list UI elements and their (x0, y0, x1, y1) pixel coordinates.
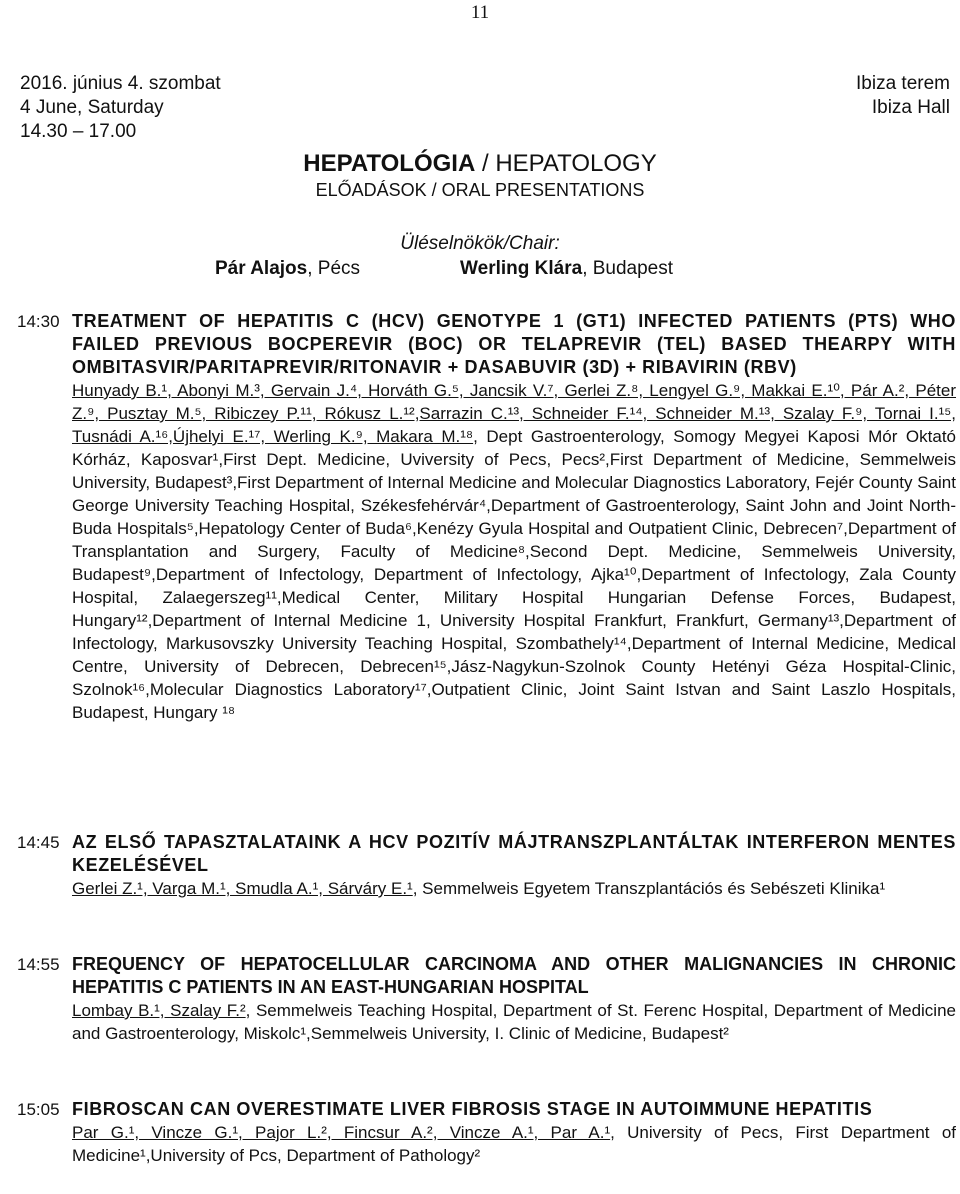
presentation-entry (17, 1098, 957, 1167)
entry-authors: Par G.¹, Vincze G.¹, Pajor L.², Fincsur A.², Vincze A.¹, Par A.¹ (72, 1123, 611, 1142)
entry-authors-affiliation (72, 999, 956, 1045)
room-en: Ibiza Hall (871, 97, 950, 118)
date-hu: 2016. június 4. szombat (20, 73, 221, 94)
session-title-hu: HEPATOLÓGIA (303, 150, 476, 177)
entry-authors-affiliation (72, 1121, 956, 1167)
session-time: 14.30 – 17.00 (20, 121, 137, 142)
session-title (0, 150, 960, 178)
entry-authors: Hunyady B.¹, Abonyi M.³, Gervain J.⁴, Horváth G.⁵, Jancsik V.⁷, Gerlei Z.⁸, Lengyel G.⁹, Makkai E.¹⁰, Pár A.², Péter Z.⁹, Pusztay M.⁵, Ribiczey P.¹¹, Rókusz L.¹²,Sarrazin C.¹³, Schneider F.¹⁴, Schneider M.¹³, Szalay F.⁹, Tornai I.¹⁵, Tusnádi A.¹⁶,Újhelyi E.¹⁷, Werling K.⁹, Makara M.¹⁸ (72, 381, 956, 446)
entry-affiliation: , Semmelweis Egyetem Transzplantációs és Sebészeti Klinika¹ (412, 879, 886, 898)
chairs (215, 258, 673, 280)
entry-authors: Gerlei Z.¹, Varga M.¹, Smudla A.¹, Sárváry E.¹ (72, 879, 413, 898)
entry-time: 14:55 (17, 955, 60, 974)
entry-affiliation: , University of Pecs, First Department of Medicine¹,University of Pcs, Department of Pathology² (72, 1123, 956, 1165)
entry-title: TREATMENT OF HEPATITIS C (HCV) GENOTYPE 1 (GT1) INFECTED PATIENTS (PTS) WHO FAILED PREVIOUS BOCPEREVIR (BOC) OR TELAPREVIR (TEL) BASED THEARPY WITH OMBITASVIR/PARITAPREVIR/RITONAVIR + DASABUVIR (3D) + RIBAVIRIN (RBV) (72, 311, 956, 377)
entry-time: 14:30 (17, 312, 60, 331)
presentation-entry (17, 953, 957, 1045)
entry-authors-affiliation (72, 877, 956, 900)
chair2-city: , Budapest (582, 258, 674, 279)
chair1-city: , Pécs (307, 258, 361, 279)
chair1-name: Pár Alajos (215, 258, 308, 279)
presentation-entry (17, 831, 957, 900)
room-hu: Ibiza terem (856, 73, 950, 94)
entry-time: 15:05 (17, 1100, 60, 1119)
date-en: 4 June, Saturday (20, 97, 164, 118)
entry-affiliation: , Dept Gastroenterology, Somogy Megyei Kaposi Mór Oktató Kórház, Kaposvar¹,First Dept. Medicine, Uviversity of Pecs, Pecs²,First Department of Medicine, Semmelweis University, Budapest³,First Department of Internal Medicine and Molecular Diagnostics Laboratory, Fejér County Saint George University Teaching Hospital, Székesfehérvár⁴,Department of Gastroenterology, Saint John and Joint North-Buda Hospitals⁵,Hepatology Center of Buda⁶,Kenézy Gyula Hospital and Outpatient Clinic, Debrecen⁷,Department of Transplantation and Surgery, Faculty of Medicine⁸,Second Dept. Medicine, Semmelweis University, Budapest⁹,Department of Infectology, Department of Infectology, Ajka¹⁰,Department of Infectology, Zala County Hospital, Zalaegerszeg¹¹,Medical Center, Military Hospital Hungarian Defense Forces, Budapest, Hungary¹²,Department of Internal Medicine 1, University Hospital Frankfurt, Frankfurt, Germany¹³,Department of Infectology, Markusovszky University Teaching Hospital, Szombathely¹⁴,Department of Internal Medicine, Medical Centre, University of Debrecen, Debrecen¹⁵,Jász-Nagykun-Szolnok County Hetényi Géza Hospital-Clinic, Szolnok¹⁶,Molecular Diagnostics Laboratory¹⁷,Outpatient Clinic, Joint Saint Istvan and Saint Laszlo Hospitals, Budapest, Hungary ¹⁸ (72, 427, 957, 722)
session-title-en: / HEPATOLOGY (475, 150, 657, 177)
entry-affiliation: , Semmelweis Teaching Hospital, Department of St. Ferenc Hospital, Department of Medicine and Gastroenterology, Miskolc¹,Semmelweis University, I. Clinic of Medicine, Budapest² (72, 1001, 956, 1043)
session-header (20, 72, 950, 144)
page-number: 11 (470, 2, 490, 23)
entry-authors-affiliation (72, 379, 956, 724)
entry-authors: Lombay B.¹, Szalay F.² (72, 1001, 246, 1020)
presentation-entry (17, 310, 957, 724)
chair2-name: Werling Klára (460, 258, 583, 279)
chair-label: Üléselnökök/Chair: (400, 233, 560, 254)
entry-time: 14:45 (17, 833, 60, 852)
entry-title: FIBROSCAN CAN OVERESTIMATE LIVER FIBROSIS STAGE IN AUTOIMMUNE HEPATITIS (72, 1099, 873, 1119)
session-subtitle: ELŐADÁSOK / ORAL PRESENTATIONS (315, 180, 645, 200)
entry-title: FREQUENCY OF HEPATOCELLULAR CARCINOMA AND OTHER MALIGNANCIES IN CHRONIC HEPATITIS C PATIENTS IN AN EAST-HUNGARIAN HOSPITAL (72, 954, 956, 997)
entry-title: AZ ELSŐ TAPASZTALATAINK A HCV POZITÍV MÁJTRANSZPLANTÁLTAK INTERFERON MENTES KEZELÉSÉVEL (72, 832, 956, 875)
